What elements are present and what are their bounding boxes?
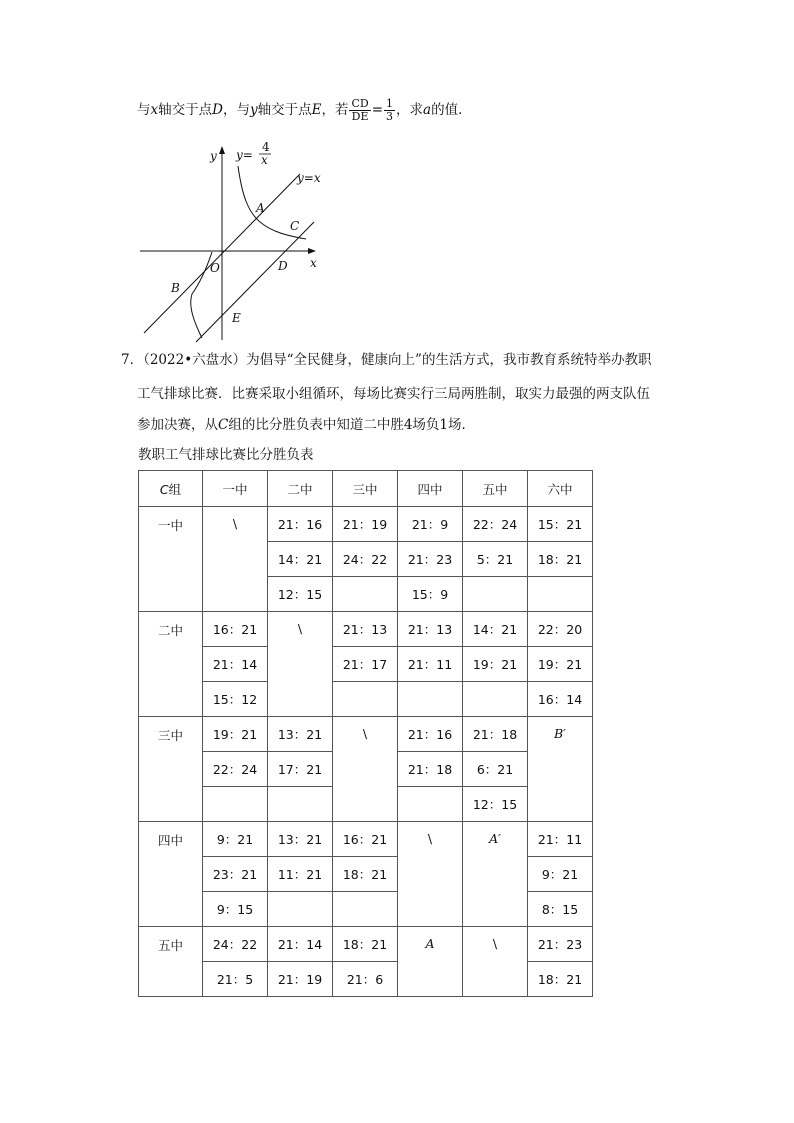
empty-cell	[268, 892, 333, 927]
row-header: 三中	[139, 717, 203, 822]
point-b-label: B	[171, 281, 180, 295]
placeholder-cell: B′	[528, 717, 593, 822]
curve-label-prefix: y=	[236, 148, 253, 162]
var-x: x	[150, 102, 159, 118]
point-d-label: D	[278, 259, 288, 273]
empty-cell	[398, 787, 463, 822]
score-cell: 18：21	[333, 857, 398, 892]
column-header: 二中	[268, 471, 333, 507]
empty-cell	[463, 577, 528, 612]
fraction-one-third	[384, 98, 395, 123]
score-cell: 19：21	[203, 717, 268, 752]
score-cell: 18：21	[333, 927, 398, 962]
score-cell: 9：21	[203, 822, 268, 857]
table-row	[139, 507, 593, 542]
score-cell: 14：21	[268, 542, 333, 577]
y-axis-arrow	[219, 146, 225, 154]
line-cde	[196, 222, 314, 342]
point-e-label: E	[232, 311, 241, 325]
column-header: 五中	[463, 471, 528, 507]
intro-text: ，若	[321, 102, 349, 118]
empty-cell	[268, 787, 333, 822]
empty-cell	[528, 577, 593, 612]
point-e-label: E	[311, 102, 322, 118]
var-y: y	[249, 102, 258, 118]
score-cell: 21：18	[398, 752, 463, 787]
score-cell: 21：11	[398, 647, 463, 682]
score-cell: 21：13	[398, 612, 463, 647]
score-cell: 22：24	[463, 507, 528, 542]
score-cell: 16：21	[333, 822, 398, 857]
placeholder-cell: A′	[463, 822, 528, 927]
empty-cell	[333, 892, 398, 927]
diagonal-cell: \	[333, 717, 398, 822]
table-row	[139, 822, 593, 857]
score-cell: 21：23	[528, 927, 593, 962]
intro-line	[137, 98, 472, 123]
table-title: 教职工气排球比赛比分胜负表	[138, 447, 314, 463]
var-a: a	[423, 102, 432, 118]
coordinate-figure	[130, 140, 350, 345]
table-row	[139, 682, 593, 717]
intro-text: 轴交于点	[257, 102, 312, 118]
curve-label-num: 4	[262, 140, 270, 154]
group-c-label: C	[218, 417, 229, 433]
axis-x-label: x	[310, 256, 317, 270]
score-cell: 21：5	[203, 962, 268, 997]
row-header: 一中	[139, 507, 203, 612]
diagonal-cell: \	[203, 507, 268, 612]
score-cell: 11：21	[268, 857, 333, 892]
score-cell: 22：24	[203, 752, 268, 787]
intro-text: 的值．	[431, 102, 472, 118]
problem-line-1: 7．（2022•六盘水）为倡导“全民健身，健康向上”的生活方式，我市教育系统特举办教职	[121, 352, 652, 368]
table-row	[139, 927, 593, 962]
fraction-numerator: 1	[386, 97, 394, 110]
problem-text: 参加决赛，从	[137, 417, 218, 433]
score-cell: 18：21	[528, 542, 593, 577]
equals-sign: =	[371, 102, 384, 118]
score-cell: 15：12	[203, 682, 268, 717]
point-c-label: C	[290, 219, 300, 233]
fraction-numerator: CD	[351, 97, 369, 110]
empty-cell	[333, 682, 398, 717]
row-header: 五中	[139, 927, 203, 997]
empty-cell	[398, 682, 463, 717]
score-cell: 12：15	[268, 577, 333, 612]
score-cell: 15：21	[528, 507, 593, 542]
line-label: y=x	[297, 171, 321, 185]
intro-text: ，与	[222, 102, 250, 118]
score-cell: 5：21	[463, 542, 528, 577]
column-header: 一中	[203, 471, 268, 507]
score-cell: 24：22	[333, 542, 398, 577]
intro-text: 轴交于点	[158, 102, 213, 118]
score-cell: 21：13	[333, 612, 398, 647]
score-cell: 16：14	[528, 682, 593, 717]
score-cell: 9：21	[528, 857, 593, 892]
score-cell: 15：9	[398, 577, 463, 612]
table-row	[139, 612, 593, 647]
origin-label: O	[210, 261, 220, 275]
score-cell: 21：16	[398, 717, 463, 752]
table-corner-cell	[139, 471, 203, 507]
score-cell: 9：15	[203, 892, 268, 927]
score-cell: 21：23	[398, 542, 463, 577]
empty-cell	[333, 577, 398, 612]
score-cell: 24：22	[203, 927, 268, 962]
score-cell: 6：21	[463, 752, 528, 787]
score-cell: 13：21	[268, 717, 333, 752]
score-cell: 21：19	[333, 507, 398, 542]
score-cell: 16：21	[203, 612, 268, 647]
score-cell: 8：15	[528, 892, 593, 927]
hyperbola-branch-left	[191, 252, 212, 338]
fraction-cd-de	[349, 98, 370, 123]
diagonal-cell: \	[463, 927, 528, 997]
score-cell: 12：15	[463, 787, 528, 822]
problem-line-3	[137, 408, 475, 443]
score-cell: 19：21	[463, 647, 528, 682]
axis-y-label: y	[210, 149, 217, 163]
point-a-label: A	[256, 201, 265, 215]
score-cell: 21：14	[203, 647, 268, 682]
score-cell: 21：9	[398, 507, 463, 542]
score-cell: 19：21	[528, 647, 593, 682]
intro-text: 与	[137, 102, 151, 118]
table-header-row	[139, 471, 593, 507]
table-row	[139, 647, 593, 682]
score-cell: 21：6	[333, 962, 398, 997]
table-row	[139, 717, 593, 752]
column-header: 四中	[398, 471, 463, 507]
score-cell: 21：14	[268, 927, 333, 962]
column-header: 三中	[333, 471, 398, 507]
score-cell: 22：20	[528, 612, 593, 647]
score-cell: 23：21	[203, 857, 268, 892]
score-cell: 21：16	[268, 507, 333, 542]
score-cell: 13：21	[268, 822, 333, 857]
point-d-label: D	[212, 102, 223, 118]
score-cell: 21：17	[333, 647, 398, 682]
fraction-denominator: 3	[386, 110, 394, 123]
score-cell: 18：21	[528, 962, 593, 997]
diagonal-cell: \	[268, 612, 333, 717]
placeholder-cell: A	[398, 927, 463, 997]
row-header: 二中	[139, 612, 203, 717]
corner-group-letter: C	[159, 481, 169, 497]
fraction-denominator: DE	[351, 110, 369, 123]
score-cell: 17：21	[268, 752, 333, 787]
corner-group-suffix: 组	[168, 481, 182, 497]
score-cell: 21：11	[528, 822, 593, 857]
intro-text: ，求	[396, 102, 424, 118]
score-cell: 21：19	[268, 962, 333, 997]
score-cell: 21：18	[463, 717, 528, 752]
curve-label-den: x	[261, 153, 268, 167]
score-cell: 14：21	[463, 612, 528, 647]
row-header: 四中	[139, 822, 203, 927]
x-axis-arrow	[308, 248, 316, 254]
diagonal-cell: \	[398, 822, 463, 927]
problem-line-2: 工气排球比赛．比赛采取小组循环，每场比赛实行三局两胜制，取实力最强的两支队伍	[137, 386, 650, 402]
empty-cell	[203, 787, 268, 822]
problem-text: 组的比分胜负表中知道二中胜4场负1场．	[228, 417, 476, 433]
score-table	[138, 470, 593, 997]
column-header: 六中	[528, 471, 593, 507]
empty-cell	[463, 682, 528, 717]
